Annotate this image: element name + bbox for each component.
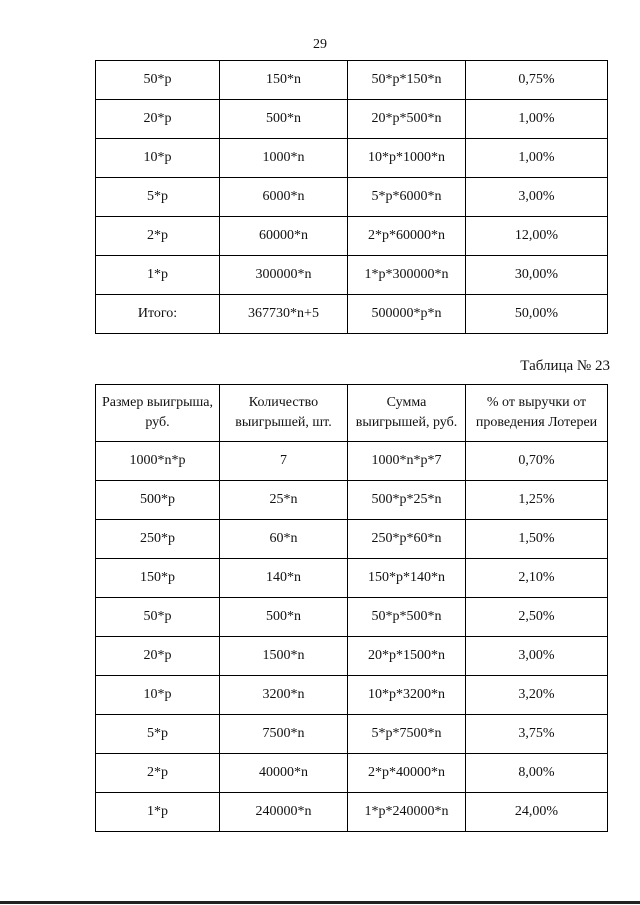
- table-row: [96, 295, 608, 334]
- cell-revenue-percent: 0,70%: [466, 442, 608, 481]
- cell-prize-sum: 2*p*40000*n: [348, 754, 466, 793]
- table-row: [96, 520, 608, 559]
- cell-prize-count: 1000*n: [220, 139, 348, 178]
- cell-revenue-percent: 3,00%: [466, 637, 608, 676]
- cell-prize-size: 50*p: [96, 598, 220, 637]
- cell-prize-size: Итого:: [96, 295, 220, 334]
- prize-table-23-body: [96, 442, 608, 832]
- cell-prize-sum: 5*p*7500*n: [348, 715, 466, 754]
- cell-prize-size: 150*p: [96, 559, 220, 598]
- cell-prize-count: 3200*n: [220, 676, 348, 715]
- cell-revenue-percent: 1,25%: [466, 481, 608, 520]
- cell-revenue-percent: 2,10%: [466, 559, 608, 598]
- cell-revenue-percent: 2,50%: [466, 598, 608, 637]
- cell-prize-size: 1*p: [96, 793, 220, 832]
- cell-prize-sum: 5*p*6000*n: [348, 178, 466, 217]
- table-row: [96, 256, 608, 295]
- cell-prize-size: 2*p: [96, 754, 220, 793]
- cell-revenue-percent: 3,75%: [466, 715, 608, 754]
- cell-prize-count: 240000*n: [220, 793, 348, 832]
- table-row: [96, 100, 608, 139]
- table-caption: Таблица № 23: [520, 358, 610, 374]
- table-row: [96, 754, 608, 793]
- cell-prize-sum: 20*p*500*n: [348, 100, 466, 139]
- cell-revenue-percent: 3,00%: [466, 178, 608, 217]
- cell-revenue-percent: 24,00%: [466, 793, 608, 832]
- cell-prize-sum: 2*p*60000*n: [348, 217, 466, 256]
- table-row: [96, 442, 608, 481]
- cell-prize-size: 10*p: [96, 676, 220, 715]
- cell-prize-size: 1*p: [96, 256, 220, 295]
- header-prize-sum: Сумма выигрышей, руб.: [348, 385, 466, 442]
- cell-prize-size: 20*p: [96, 100, 220, 139]
- cell-revenue-percent: 30,00%: [466, 256, 608, 295]
- header-prize-size: Размер выигрыша, руб.: [96, 385, 220, 442]
- prize-table-23: [95, 384, 608, 832]
- prize-table-continued: [95, 60, 608, 334]
- cell-prize-count: 6000*n: [220, 178, 348, 217]
- cell-revenue-percent: 1,00%: [466, 139, 608, 178]
- prize-table-continued-body: [96, 61, 608, 334]
- cell-prize-size: 50*p: [96, 61, 220, 100]
- cell-prize-sum: 500000*p*n: [348, 295, 466, 334]
- cell-prize-size: 250*p: [96, 520, 220, 559]
- table-row: [96, 178, 608, 217]
- cell-prize-sum: 150*p*140*n: [348, 559, 466, 598]
- table-row: [96, 637, 608, 676]
- cell-prize-sum: 1000*n*p*7: [348, 442, 466, 481]
- cell-revenue-percent: 1,00%: [466, 100, 608, 139]
- cell-prize-sum: 1*p*300000*n: [348, 256, 466, 295]
- table-header-row: [96, 385, 608, 442]
- cell-prize-size: 1000*n*p: [96, 442, 220, 481]
- table-row: [96, 559, 608, 598]
- header-revenue-percent: % от выручки от проведения Лотереи: [466, 385, 608, 442]
- cell-prize-count: 150*n: [220, 61, 348, 100]
- page-number: 29: [313, 37, 327, 52]
- cell-prize-count: 60*n: [220, 520, 348, 559]
- table-row: [96, 481, 608, 520]
- cell-prize-count: 300000*n: [220, 256, 348, 295]
- cell-prize-count: 25*n: [220, 481, 348, 520]
- table-row: [96, 139, 608, 178]
- cell-revenue-percent: 0,75%: [466, 61, 608, 100]
- table-row: [96, 217, 608, 256]
- cell-prize-count: 7: [220, 442, 348, 481]
- cell-prize-size: 5*p: [96, 715, 220, 754]
- cell-prize-count: 7500*n: [220, 715, 348, 754]
- page-bottom-edge: [0, 901, 640, 904]
- cell-revenue-percent: 3,20%: [466, 676, 608, 715]
- header-prize-count: Количество выигрышей, шт.: [220, 385, 348, 442]
- cell-prize-size: 500*p: [96, 481, 220, 520]
- table-row: [96, 676, 608, 715]
- cell-prize-count: 500*n: [220, 598, 348, 637]
- table-row: [96, 61, 608, 100]
- cell-prize-sum: 20*p*1500*n: [348, 637, 466, 676]
- cell-prize-count: 1500*n: [220, 637, 348, 676]
- cell-prize-sum: 10*p*3200*n: [348, 676, 466, 715]
- table-row: [96, 598, 608, 637]
- cell-prize-count: 367730*n+5: [220, 295, 348, 334]
- cell-revenue-percent: 50,00%: [466, 295, 608, 334]
- cell-prize-count: 140*n: [220, 559, 348, 598]
- cell-prize-sum: 50*p*500*n: [348, 598, 466, 637]
- table-row: [96, 793, 608, 832]
- cell-revenue-percent: 8,00%: [466, 754, 608, 793]
- cell-prize-sum: 250*p*60*n: [348, 520, 466, 559]
- cell-revenue-percent: 12,00%: [466, 217, 608, 256]
- cell-prize-count: 40000*n: [220, 754, 348, 793]
- cell-prize-sum: 10*p*1000*n: [348, 139, 466, 178]
- cell-prize-sum: 50*p*150*n: [348, 61, 466, 100]
- table-row: [96, 715, 608, 754]
- cell-prize-size: 20*p: [96, 637, 220, 676]
- cell-prize-sum: 1*p*240000*n: [348, 793, 466, 832]
- cell-prize-count: 500*n: [220, 100, 348, 139]
- cell-prize-size: 10*p: [96, 139, 220, 178]
- cell-prize-size: 5*p: [96, 178, 220, 217]
- cell-revenue-percent: 1,50%: [466, 520, 608, 559]
- cell-prize-count: 60000*n: [220, 217, 348, 256]
- cell-prize-sum: 500*p*25*n: [348, 481, 466, 520]
- cell-prize-size: 2*p: [96, 217, 220, 256]
